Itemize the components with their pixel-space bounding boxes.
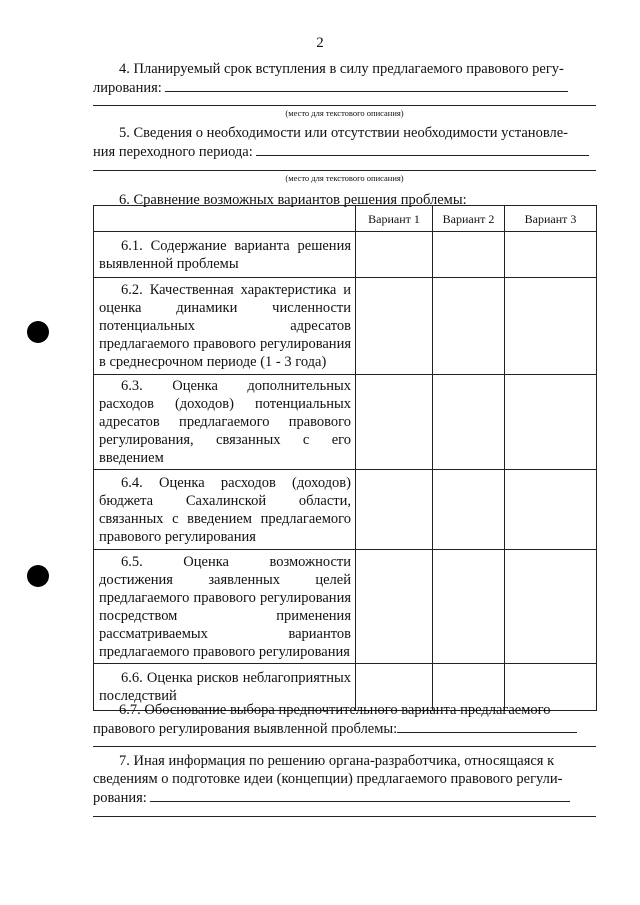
section-6-7-rule xyxy=(93,746,596,747)
cell-6-4-variant-1[interactable] xyxy=(356,470,433,550)
table-header-variant-2: Вариант 2 xyxy=(433,206,505,232)
section-6-7-line-2 xyxy=(93,719,596,738)
section-7 xyxy=(93,752,596,807)
cell-6-1-variant-1[interactable] xyxy=(356,232,433,278)
cell-6-3-variant-1[interactable] xyxy=(356,375,433,470)
section-4-label: лирования: xyxy=(93,80,162,96)
cell-6-5-variant-1[interactable] xyxy=(356,550,433,664)
table-header-empty xyxy=(94,206,356,232)
section-5-fill-line xyxy=(256,142,589,156)
cell-6-4-variant-2[interactable] xyxy=(433,470,505,550)
table-row xyxy=(94,278,597,375)
cell-6-2-variant-1[interactable] xyxy=(356,278,433,375)
section-6-7-fill-line xyxy=(397,719,577,733)
punch-hole-bottom xyxy=(27,565,49,587)
cell-6-1-variant-3[interactable] xyxy=(505,232,597,278)
table-row xyxy=(94,232,597,278)
row-label-6-5: 6.5. Оценка возможности достижения заявленных целей предлагаемого правового регулирования посредством применения рассматриваемых вариантов предлагаемого правового регулирования xyxy=(99,553,351,660)
cell-6-2-variant-2[interactable] xyxy=(433,278,505,375)
comparison-table xyxy=(93,205,597,711)
section-5-line-2 xyxy=(93,142,596,161)
cell-6-3-variant-3[interactable] xyxy=(505,375,597,470)
row-label-6-4: 6.4. Оценка расходов (доходов) бюджета Сахалинской области, связанных с введением предлагаемого правового регулирования xyxy=(99,474,351,545)
section-5-label: ния переходного периода: xyxy=(93,144,253,160)
table-header-variant-1: Вариант 1 xyxy=(356,206,433,232)
row-label-6-2: 6.2. Качественная характеристика и оценка динамики численности потенциальных адресатов предлагаемого правового регулирования в среднесрочном периоде (1 - 3 года) xyxy=(99,282,351,370)
cell-6-3-variant-2[interactable] xyxy=(433,375,505,470)
table-header-variant-3: Вариант 3 xyxy=(505,206,597,232)
table-row xyxy=(94,375,597,470)
section-4-rule xyxy=(93,105,596,106)
section-7-line-2: сведениям о подготовке идеи (концепции) предлагаемого правового регули- xyxy=(93,771,563,787)
section-5-line-1: 5. Сведения о необходимости или отсутствии необходимости установле- xyxy=(119,125,568,141)
row-label-6-1: 6.1. Содержание варианта решения выявленной проблемы xyxy=(99,237,351,272)
section-7-rule xyxy=(93,816,596,817)
section-4-line-1: 4. Планируемый срок вступления в силу предлагаемого правового регу- xyxy=(119,61,564,77)
section-6-7-label: правового регулирования выявленной проблемы: xyxy=(93,721,398,737)
section-4-fill-line xyxy=(165,78,568,92)
table-header-row xyxy=(94,206,597,232)
cell-6-5-variant-3[interactable] xyxy=(505,550,597,664)
section-6-7 xyxy=(93,701,596,738)
cell-6-1-variant-2[interactable] xyxy=(433,232,505,278)
section-7-label: рования: xyxy=(93,790,147,806)
cell-6-2-variant-3[interactable] xyxy=(505,278,597,375)
punch-hole-top xyxy=(27,321,49,343)
row-label-6-3: 6.3. Оценка дополнительных расходов (доходов) потенциальных адресатов предлагаемого правового регулирования, связанных с его введением xyxy=(99,378,351,466)
section-4-caption: (место для текстового описания) xyxy=(285,108,404,118)
section-4-line-2 xyxy=(93,78,596,97)
section-6-heading: 6. Сравнение возможных вариантов решения проблемы: xyxy=(119,192,467,208)
page-number: 2 xyxy=(316,35,324,51)
section-5 xyxy=(93,124,596,161)
table-row xyxy=(94,470,597,550)
cell-6-5-variant-2[interactable] xyxy=(433,550,505,664)
section-7-line-3 xyxy=(93,788,596,807)
section-7-fill-line xyxy=(150,788,570,802)
section-6-7-line-1: 6.7. Обоснование выбора предпочтительного варианта предлагаемого xyxy=(119,702,551,718)
section-5-caption: (место для текстового описания) xyxy=(285,173,404,183)
row-label-6-6: 6.6. Оценка рисков неблагоприятных последствий xyxy=(99,670,351,704)
cell-6-4-variant-3[interactable] xyxy=(505,470,597,550)
section-7-line-1: 7. Иная информация по решению органа-разработчика, относящаяся к xyxy=(119,753,555,769)
section-5-rule xyxy=(93,170,596,171)
table-row xyxy=(94,550,597,664)
section-4 xyxy=(93,60,596,97)
